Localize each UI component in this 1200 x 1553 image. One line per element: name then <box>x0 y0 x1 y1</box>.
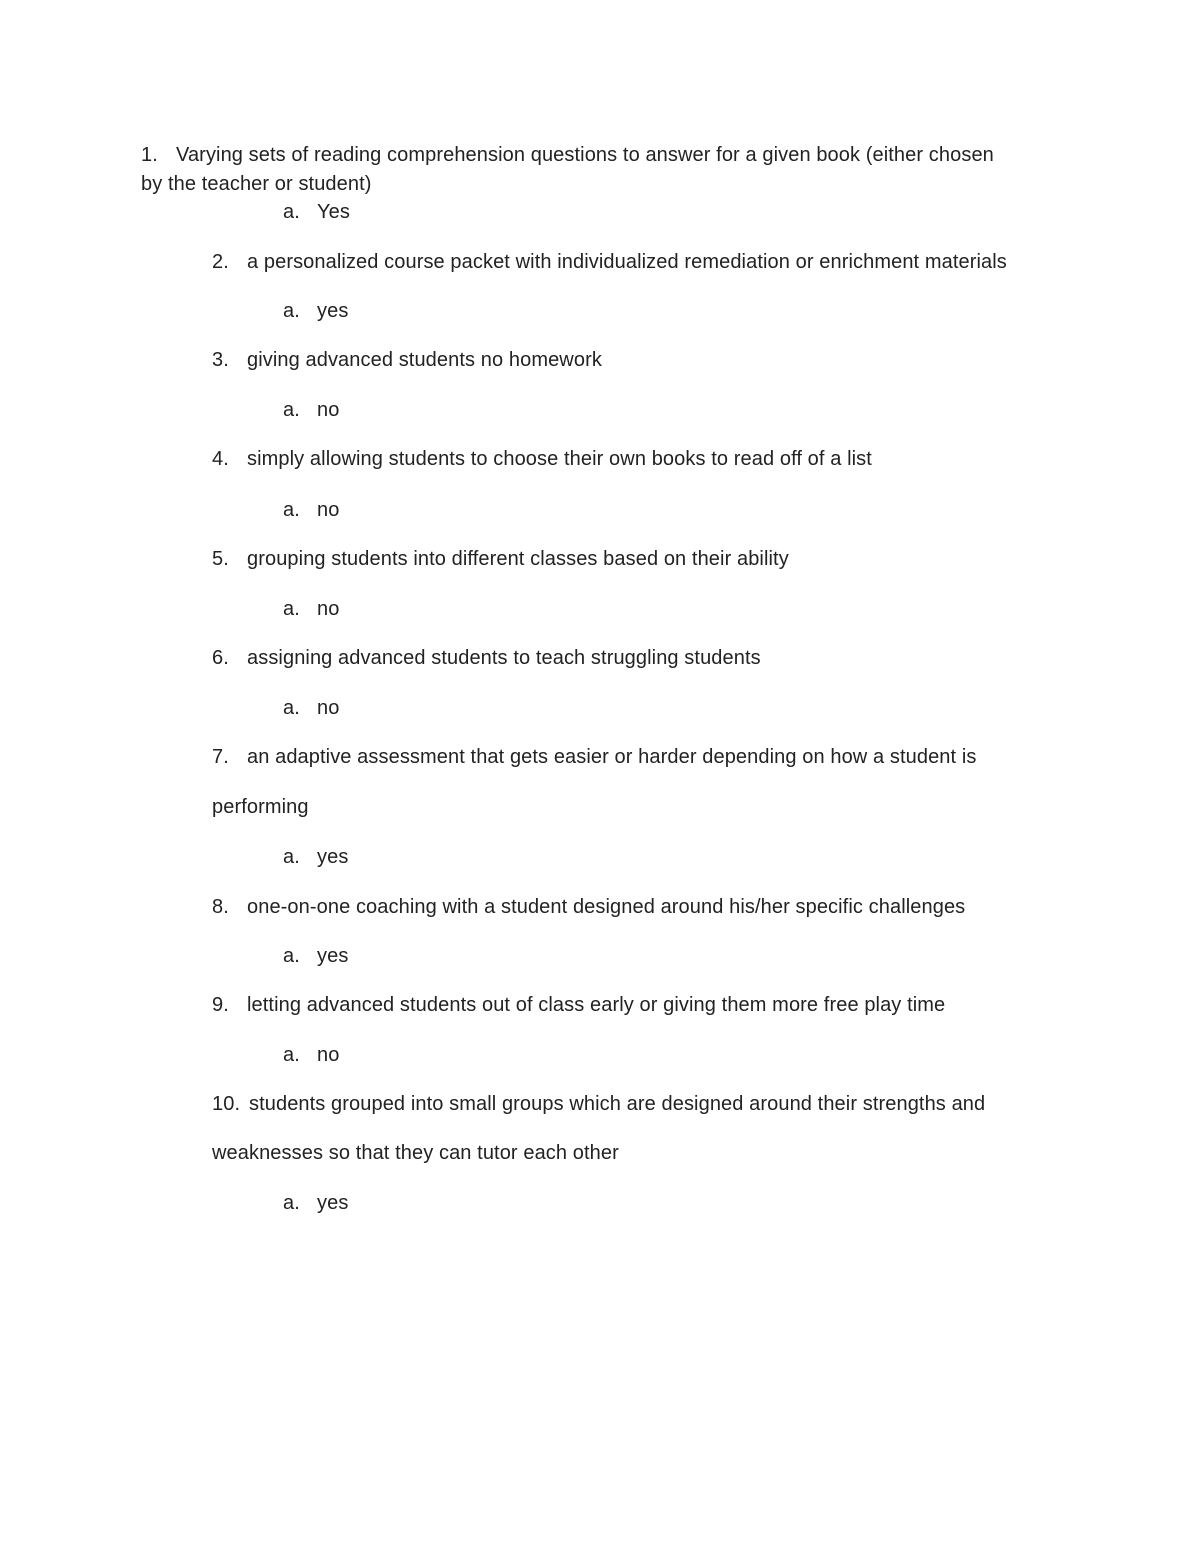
item-5-line-1 <box>212 547 789 571</box>
item-text-continued: by the teacher or student) <box>141 173 372 195</box>
item-text-continued: performing <box>212 796 309 818</box>
item-number: 6. <box>212 647 229 669</box>
answer-letter: a. <box>283 399 300 421</box>
item-10-line-2 <box>212 1141 619 1165</box>
answer-text: no <box>317 697 340 719</box>
item-text: Varying sets of reading comprehension questions to answer for a given book (either chosen <box>176 144 994 166</box>
item-9-line-1 <box>212 993 945 1017</box>
answer-letter: a. <box>283 201 300 223</box>
answer-letter: a. <box>283 1192 300 1214</box>
item-8-line-1 <box>212 895 965 919</box>
answer-text: yes <box>317 300 349 322</box>
item-number: 10. <box>212 1093 241 1115</box>
item-text: students grouped into small groups which are designed around their strengths and <box>249 1093 986 1115</box>
item-10-answer <box>283 1191 348 1215</box>
item-number: 5. <box>212 548 229 570</box>
item-text: a personalized course packet with individualized remediation or enrichment materials <box>247 251 1007 273</box>
answer-text: no <box>317 1044 340 1066</box>
answer-text: Yes <box>317 201 350 223</box>
item-text: giving advanced students no homework <box>247 349 602 371</box>
item-7-answer <box>283 845 348 869</box>
answer-text: yes <box>317 846 349 868</box>
item-text: grouping students into different classes based on their ability <box>247 548 789 570</box>
item-9-answer <box>283 1043 339 1067</box>
item-text: simply allowing students to choose their own books to read off of a list <box>247 448 872 470</box>
answer-letter: a. <box>283 697 300 719</box>
item-2-line-1 <box>212 250 1007 274</box>
item-number: 2. <box>212 251 229 273</box>
item-1-line-1 <box>141 143 994 167</box>
answer-letter: a. <box>283 300 300 322</box>
item-3-answer <box>283 398 339 422</box>
item-5-answer <box>283 597 339 621</box>
answer-text: no <box>317 499 340 521</box>
item-text: assigning advanced students to teach struggling students <box>247 647 761 669</box>
item-1-line-2 <box>141 172 372 196</box>
item-7-line-1 <box>212 745 976 769</box>
item-6-line-1 <box>212 646 761 670</box>
item-3-line-1 <box>212 348 602 372</box>
answer-text: yes <box>317 945 349 967</box>
item-number: 4. <box>212 448 229 470</box>
item-number: 1. <box>141 144 158 166</box>
item-4-answer <box>283 498 339 522</box>
item-6-answer <box>283 696 339 720</box>
item-number: 8. <box>212 896 229 918</box>
item-8-answer <box>283 944 348 968</box>
answer-letter: a. <box>283 945 300 967</box>
item-text: one-on-one coaching with a student designed around his/her specific challenges <box>247 896 966 918</box>
answer-text: no <box>317 598 340 620</box>
item-4-line-1 <box>212 447 872 471</box>
answer-text: yes <box>317 1192 349 1214</box>
item-text-continued: weaknesses so that they can tutor each other <box>212 1142 619 1164</box>
item-7-line-2 <box>212 795 309 819</box>
item-text: letting advanced students out of class early or giving them more free play time <box>247 994 946 1016</box>
item-2-answer <box>283 299 348 323</box>
item-1-answer <box>283 200 350 224</box>
item-10-line-1 <box>212 1092 985 1116</box>
item-text: an adaptive assessment that gets easier or harder depending on how a student is <box>247 746 977 768</box>
answer-letter: a. <box>283 1044 300 1066</box>
answer-letter: a. <box>283 846 300 868</box>
item-number: 3. <box>212 349 229 371</box>
answer-text: no <box>317 399 340 421</box>
item-number: 7. <box>212 746 229 768</box>
answer-letter: a. <box>283 499 300 521</box>
item-number: 9. <box>212 994 229 1016</box>
answer-letter: a. <box>283 598 300 620</box>
